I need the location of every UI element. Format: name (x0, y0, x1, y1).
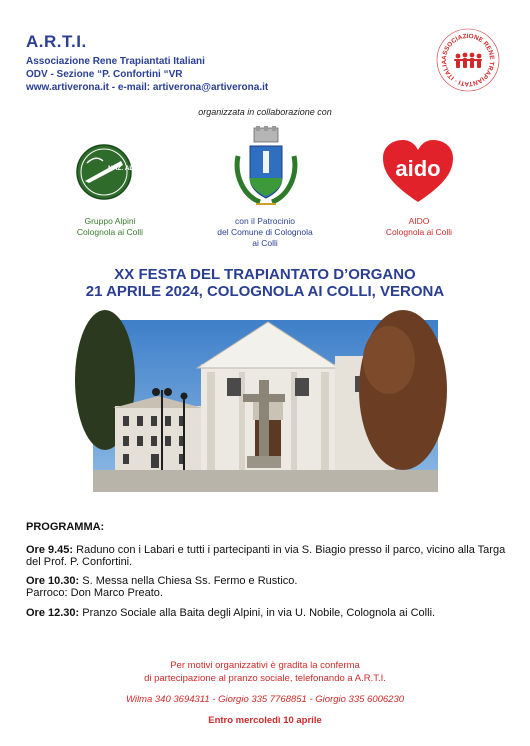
alpini-logo-text: NAZ. ALPINI (108, 165, 147, 172)
program-item (26, 544, 516, 568)
program-text: Pranzo Sociale alla Baita degli Alpini, in via U. Nobile, Colognola ai Colli. (79, 607, 436, 619)
aido-logo-text: aido (395, 156, 441, 181)
footer-deadline: Entro mercoledì 10 aprile (208, 715, 322, 726)
program-item (26, 607, 516, 619)
program-text: Raduno con i Labari e tutti i partecipanti in via S. Biagio presso il parco, vicino alla Targa del Prof. P. Confortini. (26, 544, 506, 568)
org-title: A.R.T.I. (26, 32, 87, 51)
event-title: XX FESTA DEL TRAPIANTATO D’ORGANO (114, 266, 416, 283)
caption-line: del Comune di Colognola (217, 227, 313, 237)
caption-line: AIDO (408, 216, 430, 226)
caption-line: Colognola ai Colli (385, 227, 453, 237)
footer-note-line1: Per motivi organizzativi è gradita la conferma (170, 660, 360, 671)
comune-coat-of-arms (230, 126, 302, 208)
event-date-place: 21 APRILE 2024, COLOGNOLA AI COLLI, VERONA (85, 283, 445, 300)
aido-logo (381, 140, 455, 204)
program-heading: PROGRAMMA: (26, 521, 105, 533)
arti-logo (436, 28, 500, 92)
program-time: Ore 12.30: (26, 607, 80, 619)
footer-contacts: Wilma 340 3694311 - Giorgio 335 7768851 - Giorgio 335 6006230 (125, 694, 405, 705)
caption-line: Colognola ai Colli (76, 227, 144, 237)
church-photo (93, 320, 438, 492)
program-extra: Parroco: Don Marco Preato. (26, 587, 163, 599)
program-time: Ore 10.30: (26, 575, 80, 587)
org-section: ODV - Sezione “P. Confortini “VR (26, 69, 183, 80)
program-time: Ore 9.45: (26, 544, 74, 556)
program-text: S. Messa nella Chiesa Ss. Fermo e Rustico. (79, 575, 298, 587)
caption-comune (190, 216, 340, 249)
caption-alpini (55, 216, 165, 238)
footer-note-line2: di partecipazione al pranzo sociale, telefonando a A.R.T.I. (144, 673, 386, 684)
program-item (26, 575, 516, 599)
caption-line: Gruppo Alpini (84, 216, 136, 226)
collaboration-line: organizzata in collaborazione con (198, 107, 332, 117)
alpini-logo (75, 143, 147, 201)
arti-logo-text: ASSOCIAZIONE RENE TRAPIANTATI · ITALIA (440, 32, 496, 88)
caption-line: con il Patrocinio (234, 216, 295, 226)
org-full-name: Associazione Rene Trapiantati Italiani (26, 56, 205, 67)
caption-line: ai Colli (252, 238, 278, 248)
org-contacts: www.artiverona.it - e-mail: artiverona@artiverona.it (26, 82, 269, 93)
caption-aido (364, 216, 474, 238)
